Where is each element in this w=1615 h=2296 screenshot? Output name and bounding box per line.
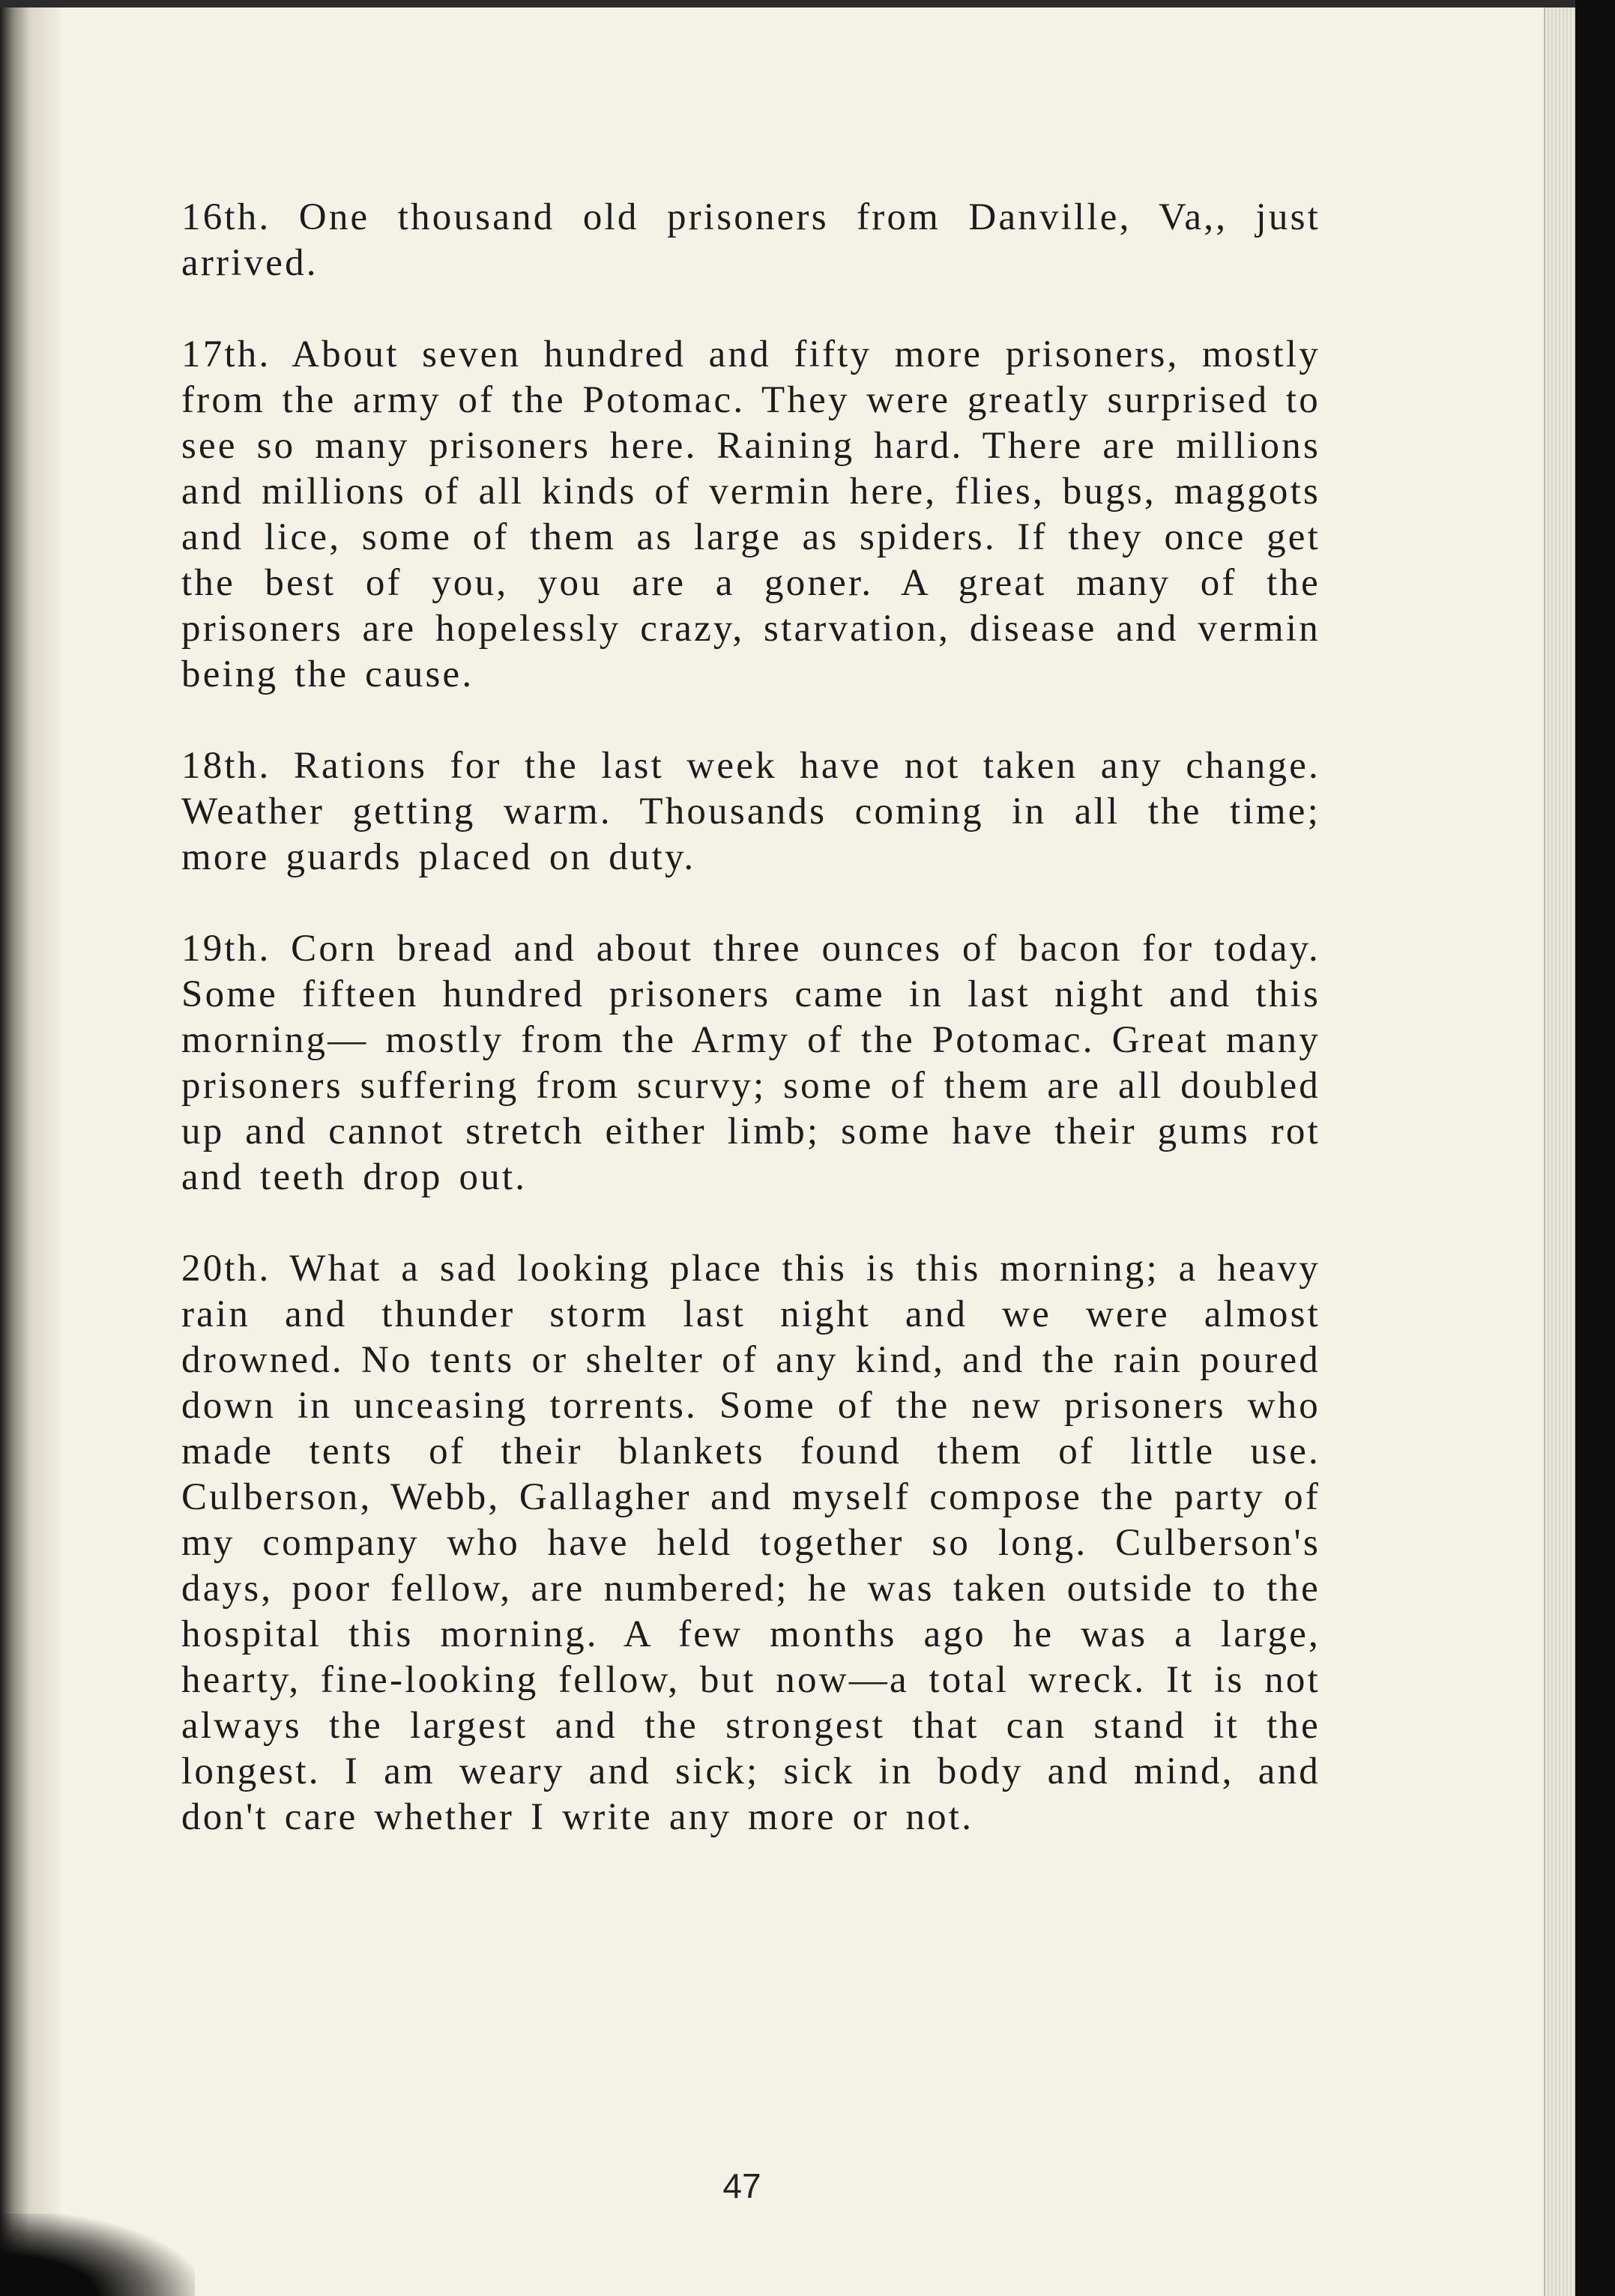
entry-17th: 17th. About seven hundred and fifty more prisoners, mostly from the army of the Potomac. They were greatly surprised to see so many prisoners here. Raining hard. There are millions and millions of all kinds of vermin here, flies, bugs, maggots and lice, some of them as large as spiders. If they once get the best of you, you are a goner. A great many of the prisoners are hopelessly crazy, starvation, disease and vermin being the cause. [181, 333, 1320, 695]
page-number: 47 [722, 2166, 761, 2205]
diary-text [181, 195, 1320, 1886]
entry-16th: 16th. One thousand old prisoners from Danville, Va,, just arrived. [181, 196, 1320, 284]
scanner-background [1575, 0, 1615, 2296]
entry-18th: 18th. Rations for the last week have not taken any change. Weather getting warm. Thousands coming in all the time; more guards placed on duty. [181, 745, 1320, 878]
binding-shadow [0, 2214, 195, 2296]
binding-gutter [0, 7, 60, 2296]
page-edges [1544, 7, 1575, 2296]
entry-20th: 20th. What a sad looking place this is this morning; a heavy rain and thunder storm last night and we were almost drowned. No tents or shelter of any kind, and the rain poured down in unceasing torrents. Some of the new prisoners who made tents of their blankets found them of little use. Culberson, Webb, Gallagher and myself compose the party of my company who have held together so long. Culberson's days, poor fellow, are numbered; he was taken outside to the hospital this morning. A few months ago he was a large, hearty, fine-looking fellow, but now—a total wreck. It is not always the largest and the strongest that can stand it the longest. I am weary and sick; sick in body and mind, and don't care whether I write any more or not. [181, 1248, 1320, 1838]
entry-19th: 19th. Corn bread and about three ounces of bacon for today. Some fifteen hundred prisoners came in last night and this morning— mostly from the Army of the Potomac. Great many prisoners suffering from scurvy; some of them are all doubled up and cannot stretch either limb; some have their gums rot and teeth drop out. [181, 928, 1320, 1198]
